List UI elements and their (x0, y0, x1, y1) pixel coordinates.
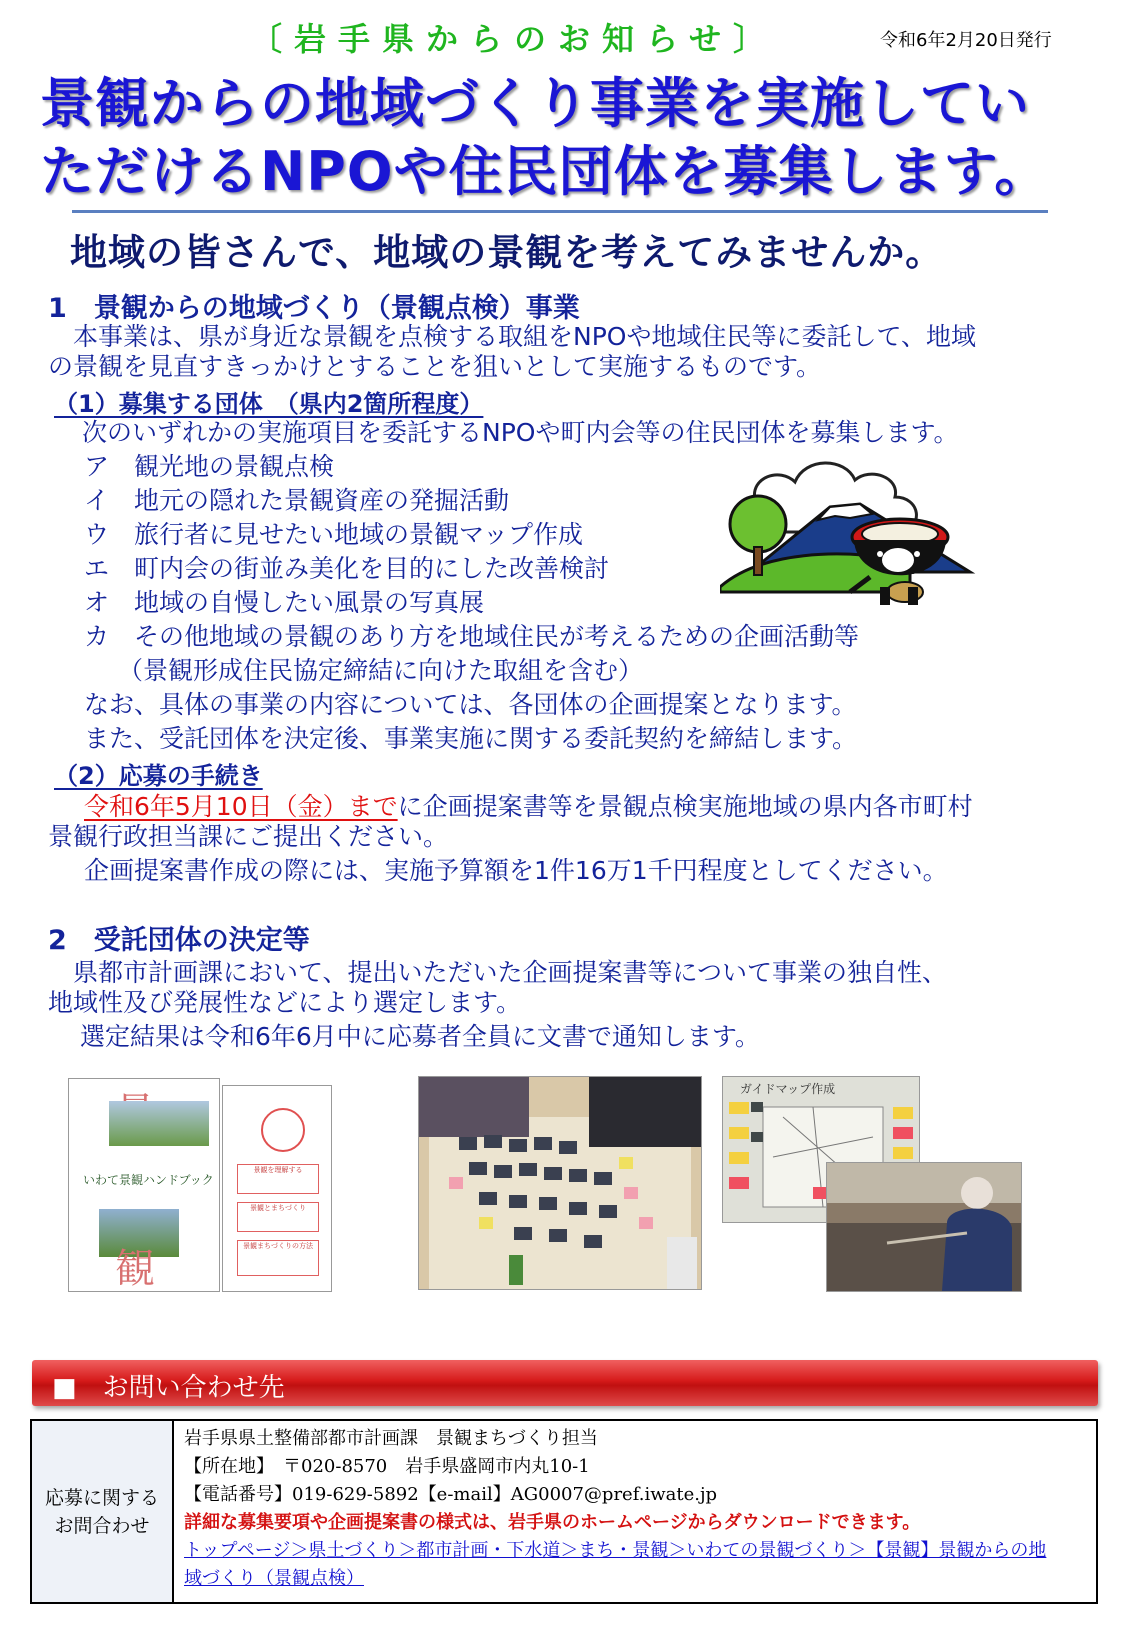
breadcrumb-line2[interactable]: 域づくり（景観点検） (184, 1568, 364, 1589)
issue-date: 令和6年2月20日発行 (880, 30, 1052, 51)
list-item-ka-note: （景観形成住民協定締結に向けた取組を含む） (118, 656, 644, 685)
sub1-note2: また、受託団体を決定後、事業実施に関する委託契約を締結します。 (84, 724, 858, 753)
title-divider (72, 210, 1048, 213)
section2-line3: 選定結果は令和6年6月中に応募者全員に文書で通知します。 (80, 1022, 760, 1051)
sub2-line2: 景観行政担当課にご提出ください。 (48, 822, 449, 851)
contact-dept: 岩手県県土整備部都市計画課 景観まちづくり担当 (184, 1428, 598, 1449)
list-item-ka: カ その他地域の景観のあり方を地域住民が考えるための企画活動等 (84, 622, 860, 651)
breadcrumb-link[interactable] (184, 1537, 1046, 1593)
sub2-line1 (84, 790, 973, 823)
sub2-line1-rest: に企画提案書等を景観点検実施地域の県内各市町村 (397, 792, 973, 821)
handbook-circle (261, 1108, 305, 1152)
contact-label-line1: 応募に関する (44, 1486, 159, 1509)
sub2-line3: 企画提案書作成の際には、実施予算額を1件16万1千円程度としてください。 (84, 856, 948, 885)
contact-body (174, 1421, 1046, 1602)
contact-label-cell (32, 1421, 174, 1602)
contact-address: 【所在地】 〒020-8570 岩手県盛岡市内丸10-1 (184, 1456, 590, 1477)
download-note: 詳細な募集要項や企画提案書の様式は、岩手県のホームページからダウンロードできます。 (184, 1512, 921, 1533)
section1-heading: 1 景観からの地域づくり（景観点検）事業 (48, 293, 580, 324)
section2-heading: 2 受託団体の決定等 (48, 925, 310, 956)
handbook-char-kan: 観 (115, 1246, 155, 1292)
section1-intro-line2: の景観を見直すきっかけとすることを狙いとして実施するものです。 (48, 352, 822, 381)
sub1-lead: 次のいずれかの実施項目を委託するNPOや町内会等の住民団体を募集します。 (82, 418, 959, 447)
main-title-line2: ただけるNPOや住民団体を募集します。 (40, 140, 1050, 203)
outdoor-photo (826, 1162, 1022, 1292)
handbook-photo-top (109, 1101, 209, 1146)
sub1-heading: （1）募集する団体 （県内2箇所程度） (54, 390, 484, 418)
handbook-title: いわて景観ハンドブック (83, 1173, 214, 1187)
handbook-inner-page (222, 1085, 332, 1292)
handbook-flow-1: 景観を理解する (237, 1164, 319, 1194)
contact-bar-title: ■ お問い合わせ先 (52, 1373, 285, 1403)
list-item-e: エ 町内会の街並み美化を目的にした改善検討 (84, 554, 610, 583)
main-title (40, 70, 1100, 206)
handbook-cover (68, 1078, 220, 1292)
list-item-o: オ 地域の自慢したい風景の写真展 (84, 588, 485, 617)
subtitle: 地域の皆さんで、地域の景観を考えてみませんか。 (70, 231, 944, 274)
sub2-heading: （2）応募の手続き (54, 762, 263, 790)
handbook-flow-3: 景観まちづくりの方法 (237, 1240, 319, 1276)
contact-label-line2: お問合わせ (54, 1514, 150, 1537)
section1-intro-line1: 本事業は、県が身近な景観を点検する取組をNPOや地域住民等に委託して、地域 (48, 322, 976, 351)
list-item-i: イ 地元の隠れた景観資産の発掘活動 (84, 486, 510, 515)
section2-line2: 地域性及び発展性などにより選定します。 (48, 988, 522, 1017)
sub1-note1: なお、具体の事業の内容については、各団体の企画提案となります。 (84, 690, 857, 719)
notice-banner: 〔岩手県からのお知らせ〕 (250, 20, 778, 58)
main-title-line1: 景観からの地域づくり事業を実施してい (40, 72, 1030, 135)
list-item-u: ウ 旅行者に見せたい地域の景観マップ作成 (84, 520, 584, 549)
contact-phone-email[interactable]: 【電話番号】019-629-5892【e-mail】AG0007@pref.iwate.jp (184, 1484, 718, 1505)
handbook-flow-2: 景観とまちづくり (237, 1202, 319, 1232)
deadline-date: 令和6年5月10日（金）まで (84, 792, 398, 821)
workshop-photo (418, 1076, 702, 1290)
map-board-title: ガイドマップ作成 (740, 1082, 836, 1096)
breadcrumb-line1[interactable]: トップページ＞県土づくり＞都市計画・下水道＞まち・景観＞いわての景観づくり＞【景観】景観からの地 (184, 1540, 1047, 1561)
list-item-a: ア 観光地の景観点検 (84, 452, 335, 481)
mascot-illustration (720, 452, 1010, 632)
contact-table (30, 1419, 1098, 1604)
section2-line1: 県都市計画課において、提出いただいた企画提案書等について事業の独自性、 (48, 958, 948, 987)
